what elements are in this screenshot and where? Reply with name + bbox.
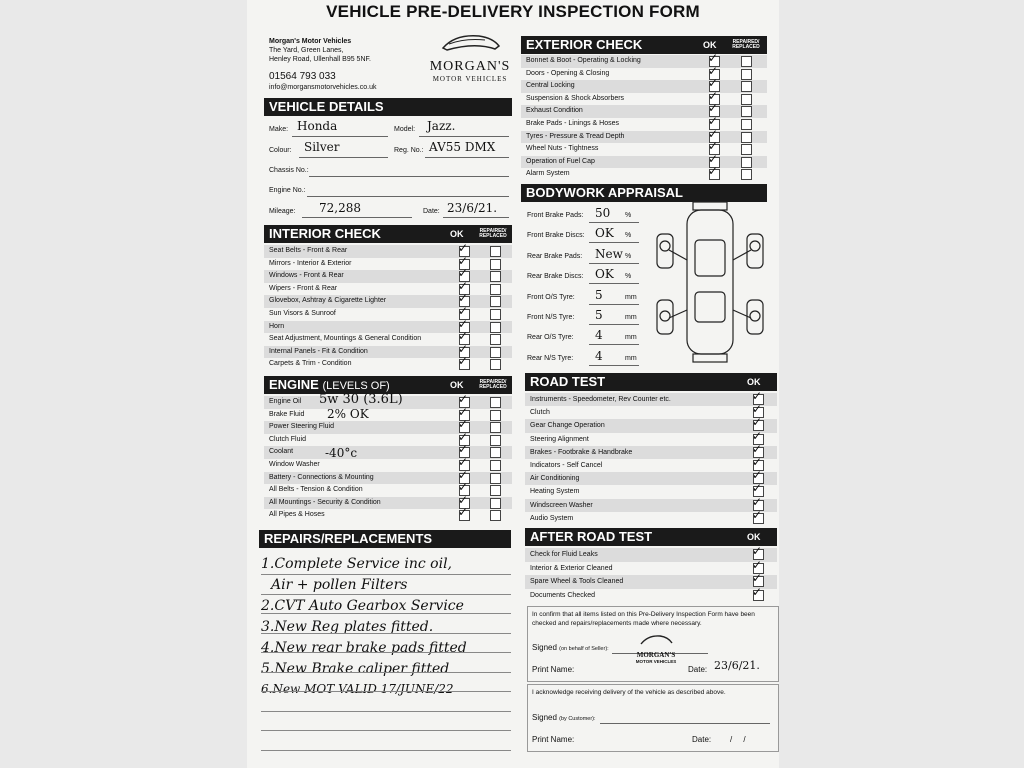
checklist-item-label: Operation of Fuel Cap <box>526 157 595 165</box>
bodywork-label: Front N/S Tyre: <box>527 314 575 321</box>
checklist-row <box>264 266 512 283</box>
company-address <box>269 37 371 64</box>
checklist-row <box>264 480 512 497</box>
checklist-row <box>264 404 512 422</box>
repaired-checkbox[interactable] <box>490 271 501 282</box>
repair-rule-line <box>261 750 511 751</box>
check-mark-icon: ✓ <box>752 454 763 469</box>
check-mark-icon: ✓ <box>752 481 763 496</box>
bodywork-row <box>527 328 639 346</box>
check-mark-icon: ✓ <box>458 316 469 331</box>
make-value: Honda <box>297 119 338 133</box>
seller-print-label: Print Name: <box>532 665 575 674</box>
repaired-checkbox[interactable] <box>490 359 501 370</box>
colour-label: Colour: <box>269 147 292 154</box>
engine-ok-header: OK <box>450 380 464 390</box>
logo-subtext: MOTOR VEHICLES <box>432 75 508 83</box>
checklist-item-label: Gear Change Operation <box>530 422 605 430</box>
bodywork-rows <box>527 206 645 366</box>
checklist-row <box>525 428 777 446</box>
checklist-item-label: All Mountings - Security & Condition <box>269 498 381 506</box>
checklist-item-label: Doors - Opening & Closing <box>526 69 610 77</box>
bodywork-row <box>527 206 639 224</box>
stamp-car-icon <box>638 634 674 646</box>
repair-line: 5.New Brake caliper fitted <box>261 661 450 677</box>
checklist-row <box>264 329 512 346</box>
repaired-checkbox[interactable] <box>490 473 501 484</box>
checklist-row <box>521 101 767 118</box>
make-label: Make: <box>269 126 289 133</box>
bodywork-row <box>527 226 639 244</box>
checklist-row <box>525 389 777 406</box>
checklist-item-label: Coolant <box>269 448 294 456</box>
check-mark-icon: ✓ <box>752 428 763 443</box>
check-mark-icon: ✓ <box>752 389 763 403</box>
bodywork-unit: % <box>625 252 632 260</box>
company-name: Morgan's Motor Vehicles <box>269 38 352 45</box>
bodywork-unit: mm <box>625 293 637 301</box>
bodywork-value: 4 <box>595 348 603 363</box>
repaired-checkbox[interactable] <box>490 309 501 320</box>
checklist-row <box>525 544 777 562</box>
bodywork-row <box>527 267 639 285</box>
check-mark-icon: ✓ <box>458 241 469 255</box>
check-mark-icon: ✓ <box>458 467 469 482</box>
right-margin <box>779 0 1024 768</box>
repaired-checkbox[interactable] <box>490 498 501 509</box>
repair-line: 2.CVT Auto Gearbox Service <box>261 598 464 614</box>
checklist-row <box>264 291 512 308</box>
car-diagram-icon <box>651 200 769 366</box>
bodywork-label: Front Brake Pads: <box>527 212 584 219</box>
check-mark-icon: ✓ <box>458 505 469 520</box>
form-title: VEHICLE PRE-DELIVERY INSPECTION FORM <box>326 2 700 21</box>
repaired-checkbox[interactable] <box>490 485 501 496</box>
checklist-row <box>525 454 777 472</box>
model-value: Jazz. <box>427 119 456 133</box>
bodywork-row <box>527 247 639 265</box>
checklist-row <box>525 557 777 576</box>
bodywork-unit: mm <box>625 354 637 362</box>
checklist-item-label: Interior & Exterior Cleaned <box>530 564 613 572</box>
vehicle-date-value: 23/6/21. <box>447 201 498 215</box>
checklist-item-label: Seat Belts - Front & Rear <box>269 247 348 254</box>
repaired-checkbox[interactable] <box>741 132 752 143</box>
road-test-heading: ROAD TEST OK <box>525 373 777 391</box>
checklist-row <box>264 429 512 447</box>
repair-rule-line <box>261 613 511 614</box>
check-mark-icon: ✓ <box>458 442 469 457</box>
checklist-row <box>264 341 512 359</box>
engine-check-list <box>264 392 512 522</box>
address-line-1: The Yard, Green Lanes, <box>269 47 344 54</box>
check-mark-icon: ✓ <box>708 139 719 154</box>
check-mark-icon: ✓ <box>458 429 469 444</box>
repair-rule-line <box>261 574 511 575</box>
repair-line: 6.New MOT VALID 17/JUNE/22 <box>261 682 454 696</box>
checklist-item-label: Brakes - Footbrake & Handbrake <box>530 448 633 456</box>
bodywork-value: 4 <box>595 328 603 343</box>
bodywork-unit: % <box>625 212 632 219</box>
repair-rule-line <box>261 691 511 692</box>
checklist-row <box>264 241 512 258</box>
check-mark-icon: ✓ <box>752 468 763 483</box>
repaired-checkbox[interactable] <box>490 422 501 433</box>
checklist-item-label: Central Locking <box>526 82 575 90</box>
repaired-checkbox[interactable] <box>741 69 752 80</box>
repaired-checkbox[interactable] <box>741 56 752 67</box>
seller-date-label: Date: <box>688 665 708 674</box>
customer-signature-line[interactable] <box>600 723 770 724</box>
check-mark-icon: ✓ <box>708 101 719 116</box>
check-mark-icon: ✓ <box>752 584 763 599</box>
bodywork-value: OK <box>595 226 614 241</box>
checklist-item-label: Brake Fluid <box>269 410 305 418</box>
check-mark-icon: ✓ <box>708 63 719 78</box>
mileage-label: Mileage: <box>269 208 296 215</box>
check-mark-icon: ✓ <box>458 492 469 507</box>
check-mark-icon: ✓ <box>458 291 469 306</box>
checklist-row <box>521 76 767 93</box>
check-mark-icon: ✓ <box>708 88 719 103</box>
checklist-row <box>521 151 767 169</box>
bodywork-label: Rear O/S Tyre: <box>527 334 574 342</box>
checklist-item-label: Engine Oil <box>269 398 302 405</box>
checklist-row <box>525 481 777 498</box>
model-label: Model: <box>394 126 416 133</box>
check-mark-icon: ✓ <box>752 494 763 509</box>
checklist-row <box>521 113 767 131</box>
colour-value: Silver <box>304 140 340 154</box>
checklist-row <box>521 63 767 81</box>
repair-line: Air + pollen Filters <box>271 577 408 593</box>
checklist-item-label: Wipers - Front & Rear <box>269 284 338 292</box>
check-mark-icon: ✓ <box>458 303 469 318</box>
check-mark-icon: ✓ <box>708 76 719 91</box>
exterior-ok-header: OK <box>703 40 717 50</box>
repair-rule-line <box>261 652 511 653</box>
repaired-checkbox[interactable] <box>741 119 752 130</box>
reg-label: Reg. No.: <box>394 147 424 154</box>
checklist-item-label: Power Steering Fluid <box>269 423 334 431</box>
checklist-item-label: Windscreen Washer <box>530 501 593 509</box>
checklist-item-label: Alarm System <box>526 170 570 178</box>
left-margin <box>0 0 247 768</box>
interior-check-list <box>264 241 512 371</box>
repair-rule-line <box>261 594 511 595</box>
repair-rule-line <box>261 730 511 731</box>
customer-date-label: Date: <box>692 735 712 744</box>
checklist-row <box>521 126 767 144</box>
check-mark-icon: ✓ <box>752 415 763 430</box>
checklist-item-label: Window Washer <box>269 460 320 468</box>
check-mark-icon: ✓ <box>708 126 719 141</box>
vehicle-date-label: Date: <box>423 208 440 215</box>
customer-signed-label: Signed (by Customer): <box>532 713 596 722</box>
checklist-row <box>521 51 767 68</box>
check-mark-icon: ✓ <box>458 417 469 432</box>
checklist-item-label: Mirrors - Interior & Exterior <box>269 259 352 267</box>
check-mark-icon: ✓ <box>458 404 469 419</box>
bodywork-value: New <box>595 246 623 261</box>
after-road-test-ok-header: OK <box>747 532 761 542</box>
repaired-checkbox[interactable] <box>490 246 501 257</box>
interior-repaired-header: REPAIRED/ REPLACED <box>479 228 507 239</box>
checklist-row <box>525 584 777 603</box>
bodywork-label: Rear N/S Tyre: <box>527 354 574 362</box>
checklist-row <box>521 164 767 181</box>
checklist-item-label: Glovebox, Ashtray & Cigarette Lighter <box>269 297 387 305</box>
checklist-item-label: Battery - Connections & Mounting <box>269 473 374 481</box>
checklist-row <box>264 354 512 371</box>
checklist-item-label: All Pipes & Hoses <box>269 511 325 519</box>
check-mark-icon: ✓ <box>458 253 469 268</box>
checklist-row <box>525 468 777 485</box>
check-mark-icon: ✓ <box>708 51 719 65</box>
checklist-item-label: Wheel Nuts - Tightness <box>526 145 599 153</box>
bodywork-row <box>527 349 639 367</box>
customer-confirmation-box <box>527 684 779 752</box>
repaired-checkbox[interactable] <box>741 157 752 168</box>
checklist-row <box>525 507 777 525</box>
repaired-checkbox[interactable] <box>490 347 501 358</box>
bodywork-label: Front Brake Discs: <box>527 232 585 240</box>
seller-signed-label: Signed (on behalf of Seller): <box>532 643 609 652</box>
company-email: info@morgansmotorvehicles.co.uk <box>269 84 377 91</box>
check-mark-icon: ✓ <box>752 557 763 572</box>
repair-rule-line <box>261 672 511 673</box>
repaired-checkbox[interactable] <box>490 435 501 446</box>
checklist-row <box>264 467 512 485</box>
checklist-item-label: Seat Adjustment, Mountings & General Condition <box>269 335 422 343</box>
checklist-item-label: Suspension & Shock Absorbers <box>526 94 625 102</box>
checklist-item-label: Exhaust Condition <box>526 107 583 115</box>
check-mark-icon: ✓ <box>458 354 469 369</box>
checklist-row <box>264 417 512 434</box>
checklist-row <box>264 303 512 321</box>
checklist-row <box>264 454 512 472</box>
mileage-value: 72,288 <box>319 201 361 215</box>
vehicle-details-heading: VEHICLE DETAILS <box>264 98 512 116</box>
bodywork-row <box>527 308 639 326</box>
reg-value: AV55 DMX <box>429 140 496 154</box>
exterior-check-list <box>521 51 767 181</box>
check-mark-icon: ✓ <box>458 278 469 293</box>
engine-repaired-header: REPAIRED/ REPLACED <box>479 379 507 390</box>
repaired-checkbox[interactable] <box>490 510 501 521</box>
checklist-item-label: Audio System <box>530 514 574 522</box>
repaired-checkbox[interactable] <box>490 259 501 270</box>
check-mark-icon: ✓ <box>458 454 469 469</box>
interior-ok-header: OK <box>450 229 464 239</box>
check-mark-icon: ✓ <box>708 113 719 128</box>
checklist-item-label: Heating System <box>530 488 580 496</box>
check-mark-icon: ✓ <box>458 329 469 344</box>
checklist-item-label: Air Conditioning <box>530 475 580 483</box>
repaired-checkbox[interactable] <box>490 447 501 458</box>
exterior-repaired-header: REPAIRED/ REPLACED <box>732 39 760 50</box>
repairs-list <box>261 556 521 756</box>
checklist-row <box>525 441 777 459</box>
checklist-item-label: Clutch <box>530 409 550 417</box>
checklist-item-label: Sun Visors & Sunroof <box>269 309 336 317</box>
repaired-checkbox[interactable] <box>490 334 501 345</box>
bodywork-label: Front O/S Tyre: <box>527 293 575 301</box>
check-mark-icon: ✓ <box>458 480 469 495</box>
repairs-heading: REPAIRS/REPLACEMENTS <box>259 530 511 548</box>
after-road-test-list <box>525 544 777 602</box>
coolant-note: -40°c <box>325 446 358 460</box>
checklist-row <box>264 253 512 271</box>
checklist-item-label: Carpets & Trim - Condition <box>269 360 352 368</box>
repaired-checkbox[interactable] <box>741 169 752 180</box>
checklist-row <box>521 139 767 156</box>
checklist-item-label: Tyres - Pressure & Tread Depth <box>526 132 625 140</box>
seller-date-value: 23/6/21. <box>714 659 760 672</box>
check-mark-icon: ✓ <box>752 571 763 585</box>
check-mark-icon: ✓ <box>752 544 763 558</box>
repair-rule-line <box>261 711 511 712</box>
checklist-item-label: Spare Wheel & Tools Cleaned <box>530 578 624 585</box>
logo-text: MORGAN'S <box>429 59 511 74</box>
inspection-form-paper <box>247 0 779 768</box>
customer-confirmation-text: I acknowledge receiving delivery of the vehicle as described above. <box>532 689 726 696</box>
engine-oil-note: 5w 30 (3.6L) <box>319 392 403 407</box>
repaired-checkbox[interactable] <box>490 284 501 295</box>
check-mark-icon: ✓ <box>752 402 763 417</box>
seller-confirmation-box <box>527 606 779 682</box>
checklist-item-label: Windows - Front & Rear <box>269 272 344 280</box>
bodywork-unit: % <box>625 273 632 281</box>
bodywork-value: 5 <box>595 308 603 322</box>
exterior-check-heading: EXTERIOR CHECK OK REPAIRED/ REPLACED <box>521 36 767 54</box>
repaired-checkbox[interactable] <box>741 144 752 155</box>
checklist-item-label: Documents Checked <box>530 591 595 599</box>
checklist-row <box>264 442 512 459</box>
repaired-checkbox[interactable] <box>741 106 752 117</box>
checklist-row <box>525 494 777 512</box>
bodywork-unit: mm <box>625 334 637 342</box>
checklist-item-label: Bonnet & Boot - Operating & Locking <box>526 57 641 64</box>
checklist-item-label: All Belts - Tension & Condition <box>269 486 363 494</box>
checklist-item-label: Clutch Fluid <box>269 435 306 443</box>
check-mark-icon: ✓ <box>708 164 719 179</box>
bodywork-unit: % <box>625 232 632 240</box>
brake-fluid-note: 2% OK <box>327 407 369 421</box>
check-mark-icon: ✓ <box>752 507 763 522</box>
repair-line: 1.Complete Service inc oil, <box>261 556 453 572</box>
repaired-checkbox[interactable] <box>490 397 501 408</box>
check-mark-icon: ✓ <box>708 151 719 166</box>
checklist-row <box>525 415 777 432</box>
car-logo-icon <box>435 30 505 54</box>
repaired-checkbox[interactable] <box>490 322 501 333</box>
bodywork-value: 50 <box>595 206 611 220</box>
check-mark-icon: ✓ <box>458 266 469 281</box>
repair-rule-line <box>261 633 511 634</box>
bodywork-heading: BODYWORK APPRAISAL <box>521 184 767 202</box>
bodywork-label: Rear Brake Discs: <box>527 273 584 281</box>
check-mark-icon: ✓ <box>458 392 469 406</box>
checklist-row <box>264 316 512 334</box>
after-road-test-heading: AFTER ROAD TEST OK <box>525 528 777 546</box>
company-logo <box>425 30 515 83</box>
repaired-checkbox[interactable] <box>490 296 501 307</box>
checklist-item-label: Steering Alignment <box>530 435 589 443</box>
repair-line: 4.New rear brake pads fitted <box>261 640 467 656</box>
checklist-row <box>264 505 512 522</box>
checklist-item-label: Instruments - Speedometer, Rev Counter etc. <box>530 396 671 403</box>
checklist-item-label: Indicators - Self Cancel <box>530 461 603 469</box>
road-test-ok-header: OK <box>747 377 761 387</box>
checklist-item-label: Brake Pads - Linings & Hoses <box>526 119 619 127</box>
check-mark-icon: ✓ <box>458 341 469 356</box>
interior-check-heading: INTERIOR CHECK OK REPAIRED/ REPLACED <box>264 225 512 243</box>
engine-no-label: Engine No.: <box>269 187 306 194</box>
repaired-checkbox[interactable] <box>490 460 501 471</box>
bodywork-value: 5 <box>595 287 603 302</box>
address-line-2: Henley Road, Ullenhall B95 5NF. <box>269 56 371 63</box>
chassis-label: Chassis No.: <box>269 167 309 174</box>
checklist-item-label: Internal Panels - Fit & Condition <box>269 347 368 355</box>
checklist-row <box>264 278 512 296</box>
engine-heading: ENGINE (LEVELS OF) OK REPAIRED/ REPLACED <box>264 376 512 394</box>
checklist-row <box>525 571 777 589</box>
bodywork-label: Rear Brake Pads: <box>527 252 583 260</box>
customer-date-slashes: / / <box>730 735 746 744</box>
repaired-checkbox[interactable] <box>741 94 752 105</box>
seller-confirmation-text: In confirm that all items listed on this Pre-Delivery Inspection Form have been checked and repairs/replacements made where necessary. <box>532 611 755 627</box>
checklist-row <box>521 88 767 106</box>
repair-line: 3.New Reg plates fitted. <box>261 619 434 635</box>
repaired-checkbox[interactable] <box>741 81 752 92</box>
bodywork-row <box>527 288 639 306</box>
checklist-row <box>525 402 777 419</box>
checklist-item-label: Check for Fluid Leaks <box>530 551 598 558</box>
bodywork-unit: mm <box>625 314 637 321</box>
customer-print-label: Print Name: <box>532 735 575 744</box>
road-test-list <box>525 389 777 527</box>
seller-stamp: MORGAN'S MOTOR VEHICLES <box>628 633 684 664</box>
repaired-checkbox[interactable] <box>490 410 501 421</box>
check-mark-icon: ✓ <box>752 441 763 456</box>
bodywork-value: OK <box>595 267 614 282</box>
checklist-item-label: Horn <box>269 322 285 330</box>
company-phone: 01564 793 033 <box>269 71 336 82</box>
checklist-row <box>264 492 512 510</box>
